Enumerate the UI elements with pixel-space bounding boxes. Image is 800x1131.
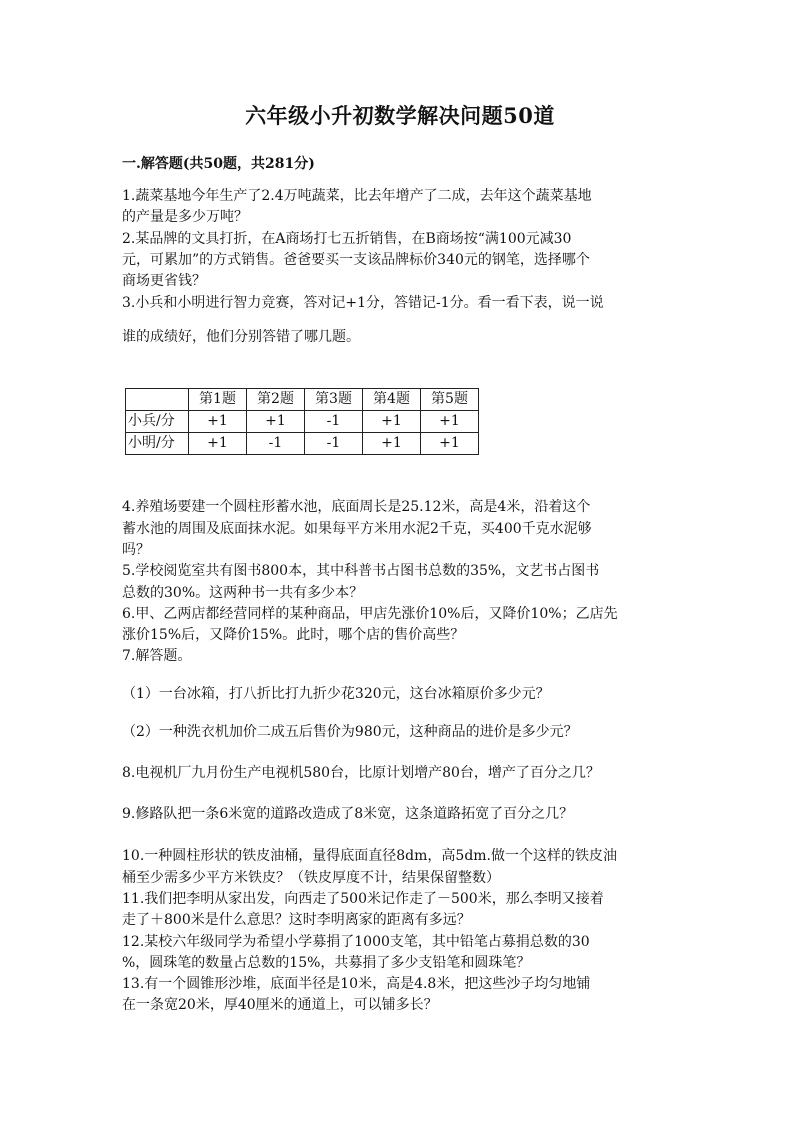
question-line: 12.某校六年级同学为希望小学募捐了1000支笔，其中铅笔占募捐总数的30 <box>122 934 590 950</box>
table-cell: 第4题 <box>363 389 421 411</box>
question-line: 总数的30%。这两种书一共有多少本？ <box>122 585 364 601</box>
score-table <box>125 388 479 455</box>
table-cell: 小明/分 <box>126 433 189 455</box>
question-line: 2.某品牌的文具打折，在A商场打七五折销售，在B商场按“满100元减30 <box>122 231 572 247</box>
section-heading: 一.解答题(共50题，共281分) <box>122 156 315 172</box>
question-line: 1.蔬菜基地今年生产了2.4万吨蔬菜，比去年增产了二成，去年这个蔬菜基地 <box>122 188 592 204</box>
question-line: （2）一种洗衣机加价二成五后售价为980元，这种商品的进价是多少元？ <box>122 724 578 740</box>
table-cell: -1 <box>305 433 363 455</box>
table-header-row <box>126 389 479 411</box>
question-line: 桶至少需多少平方米铁皮？（铁皮厚度不计，结果保留整数） <box>122 870 500 886</box>
table-cell: 第5题 <box>421 389 479 411</box>
table-cell: 小兵/分 <box>126 411 189 433</box>
table-cell: 第3题 <box>305 389 363 411</box>
question-line: 11.我们把李明从家出发，向西走了500米记作走了－500米，那么李明又接着 <box>122 891 604 907</box>
question-line: 10.一种圆柱形状的铁皮油桶，量得底面直径8dm，高5dm.做一个这样的铁皮油 <box>122 848 618 864</box>
question-line: 吗？ <box>122 542 150 558</box>
question-line: 的产量是多少万吨？ <box>122 209 248 225</box>
table-cell <box>126 389 189 411</box>
question-line: 3.小兵和小明进行智力竞赛，答对记+1分，答错记-1分。看一看下表，说一说 <box>122 295 604 311</box>
table-row <box>126 411 479 433</box>
question-line: 8.电视机厂九月份生产电视机580台，比原计划增产80台，增产了百分之几？ <box>122 765 600 781</box>
table-cell: +1 <box>189 411 247 433</box>
question-line: （1）一台冰箱，打八折比打九折少花320元，这台冰箱原价多少元？ <box>122 686 550 702</box>
table-cell: +1 <box>363 411 421 433</box>
question-line: 元，可累加”的方式销售。爸爸要买一支该品牌标价340元的钢笔，选择哪个 <box>122 252 590 268</box>
question-line: 在一条宽20米，厚40厘米的通道上，可以铺多长？ <box>122 997 438 1013</box>
question-line: 9.修路队把一条6米宽的道路改造成了8米宽，这条道路拓宽了百分之几？ <box>122 806 574 822</box>
question-line: 蓄水池的周围及底面抹水泥。如果每平方米用水泥2千克，买400千克水泥够 <box>122 521 592 537</box>
table-row <box>126 433 479 455</box>
question-line: 13.有一个圆锥形沙堆，底面半径是10米，高是4.8米，把这些沙子均匀地铺 <box>122 976 591 992</box>
question-line: 7.解答题。 <box>122 648 192 664</box>
question-line: 走了＋800米是什么意思？这时李明离家的距离有多远？ <box>122 912 471 928</box>
table-cell: 第2题 <box>247 389 305 411</box>
table-cell: +1 <box>421 411 479 433</box>
question-line: 商场更省钱？ <box>122 273 206 289</box>
table-cell: -1 <box>305 411 363 433</box>
table-cell: +1 <box>421 433 479 455</box>
table-cell: +1 <box>363 433 421 455</box>
question-line: 谁的成绩好，他们分别答错了哪几题。 <box>122 329 360 345</box>
question-line: 涨价15%后，又降价15%。此时，哪个店的售价高些？ <box>122 627 465 643</box>
question-line: 4.养殖场要建一个圆柱形蓄水池，底面周长是25.12米，高是4米，沿着这个 <box>122 499 591 515</box>
table-cell: -1 <box>247 433 305 455</box>
table-cell: +1 <box>189 433 247 455</box>
page-title: 六年级小升初数学解决问题50道 <box>245 103 555 128</box>
table-cell: 第1题 <box>189 389 247 411</box>
question-line: %，圆珠笔的数量占总数的15%，共募捐了多少支铅笔和圆珠笔？ <box>122 955 531 971</box>
table-cell: +1 <box>247 411 305 433</box>
question-line: 5.学校阅览室共有图书800本，其中科普书占图书总数的35%，文艺书占图书 <box>122 563 600 579</box>
question-line: 6.甲、乙两店都经营同样的某种商品，甲店先涨价10%后，又降价10%；乙店先 <box>122 606 618 622</box>
